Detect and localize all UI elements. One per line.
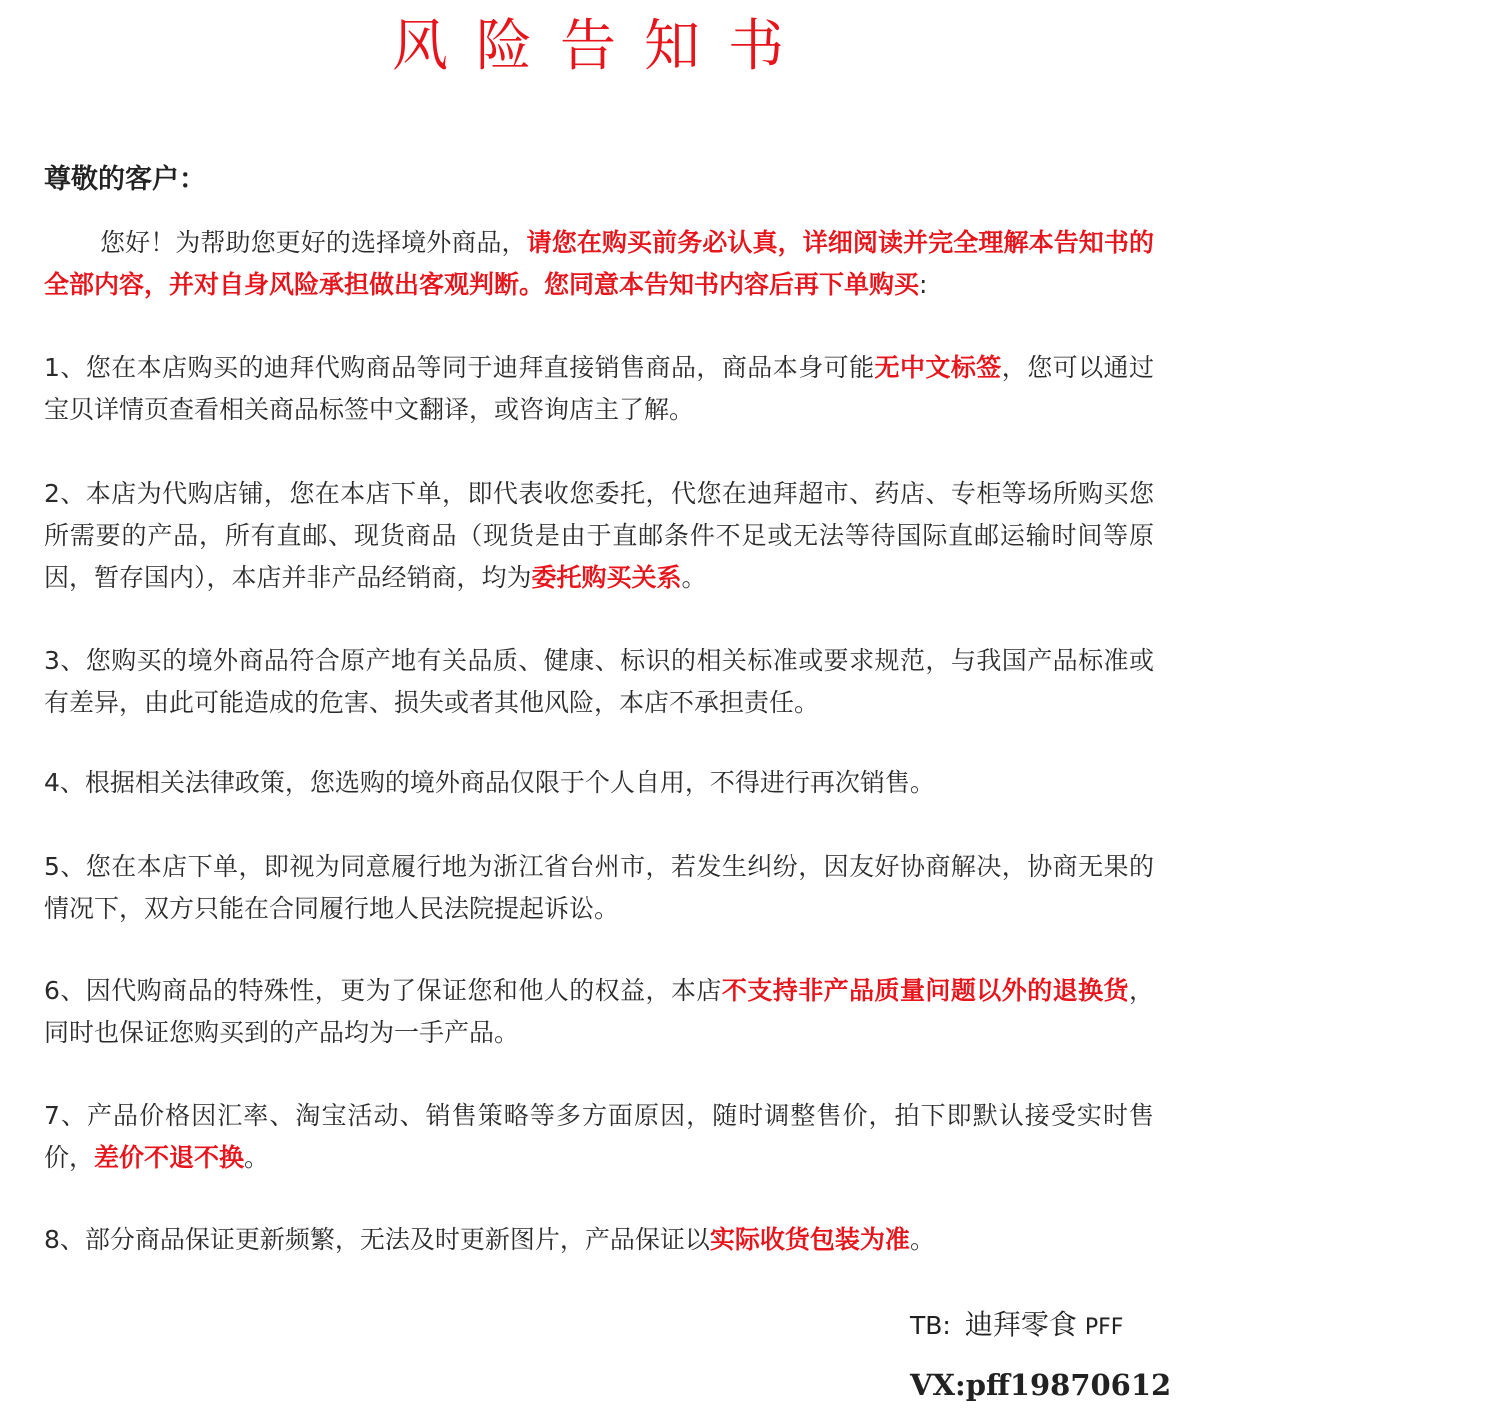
item-text: 8、部分商品保证更新频繁，无法及时更新图片，产品保证以 xyxy=(44,1225,710,1254)
item-highlight: 实际收货包装为准 xyxy=(709,1225,910,1254)
item-text-end: ，您可以通过宝贝详情页查看相关商品标签中文翻译，或咨询店主了解。 xyxy=(44,353,1154,424)
page-title: 风险告知书 xyxy=(392,14,812,79)
tb-shop-name: 迪拜零食 xyxy=(964,1308,1077,1341)
item-text: 6、因代购商品的特殊性，更为了保证您和他人的权益，本店 xyxy=(44,976,722,1005)
tb-label: TB: xyxy=(910,1311,951,1340)
notice-item-2 xyxy=(44,473,1154,599)
notice-item-6 xyxy=(44,970,1154,1054)
notice-item-1 xyxy=(44,347,1154,431)
greeting: 尊敬的客户： xyxy=(44,164,206,195)
intro-highlight: 请您在购买前务必认真，详细阅读并完全理解本告知书的全部内容，并对自身风险承担做出客观判断。您同意本告知书内容后再下单购买 xyxy=(44,228,1154,299)
item-text: 7、产品价格因汇率、淘宝活动、销售策略等多方面原因，随时调整售价，拍下即默认接受实时售价， xyxy=(44,1101,1154,1172)
item-text-end: 。 xyxy=(681,563,707,592)
shop-tb-line xyxy=(910,1305,1123,1348)
item-highlight: 无中文标签 xyxy=(874,353,1002,382)
item-text: 5、您在本店下单，即视为同意履行地为浙江省台州市，若发生纠纷，因友好协商解决，协商无果的情况下，双方只能在合同履行地人民法院提起诉讼。 xyxy=(44,852,1154,923)
tb-shop-suffix: PFF xyxy=(1084,1315,1124,1340)
item-text-end: ，同时也保证您购买到的产品均为一手产品。 xyxy=(44,976,1154,1047)
item-text-end: 。 xyxy=(909,1225,935,1254)
item-text: 4、根据相关法律政策，您选购的境外商品仅限于个人自用，不得进行再次销售。 xyxy=(44,768,935,797)
intro-paragraph xyxy=(44,222,1154,306)
item-highlight: 不支持非产品质量问题以外的退换货 xyxy=(721,976,1129,1005)
notice-item-3 xyxy=(44,640,1154,724)
item-text: 3、您购买的境外商品符合原产地有关品质、健康、标识的相关标准或要求规范，与我国产品标准或有差异，由此可能造成的危害、损失或者其他风险，本店不承担责任。 xyxy=(44,646,1154,717)
item-highlight: 委托购买关系 xyxy=(531,563,682,592)
item-text: 2、本店为代购店铺，您在本店下单，即代表收您委托，代您在迪拜超市、药店、专柜等场所购买您所需要的产品，所有直邮、现货商品（现货是由于直邮条件不足或无法等待国际直邮运输时间等原因，暂存国内），本店并非产品经销商，均为 xyxy=(44,479,1154,592)
notice-item-7 xyxy=(44,1095,1154,1179)
notice-item-5 xyxy=(44,846,1154,930)
item-text-end: 。 xyxy=(244,1143,270,1172)
intro-text: 您好！为帮助您更好的选择境外商品， xyxy=(100,228,527,257)
wechat-id: VX:pff19870612 xyxy=(910,1368,1172,1402)
item-text: 1、您在本店购买的迪拜代购商品等同于迪拜直接销售商品，商品本身可能 xyxy=(44,353,875,382)
item-highlight: 差价不退不换 xyxy=(94,1143,245,1172)
notice-item-8 xyxy=(44,1219,1154,1261)
intro-text-end: : xyxy=(919,270,928,299)
notice-item-4 xyxy=(44,762,1154,804)
